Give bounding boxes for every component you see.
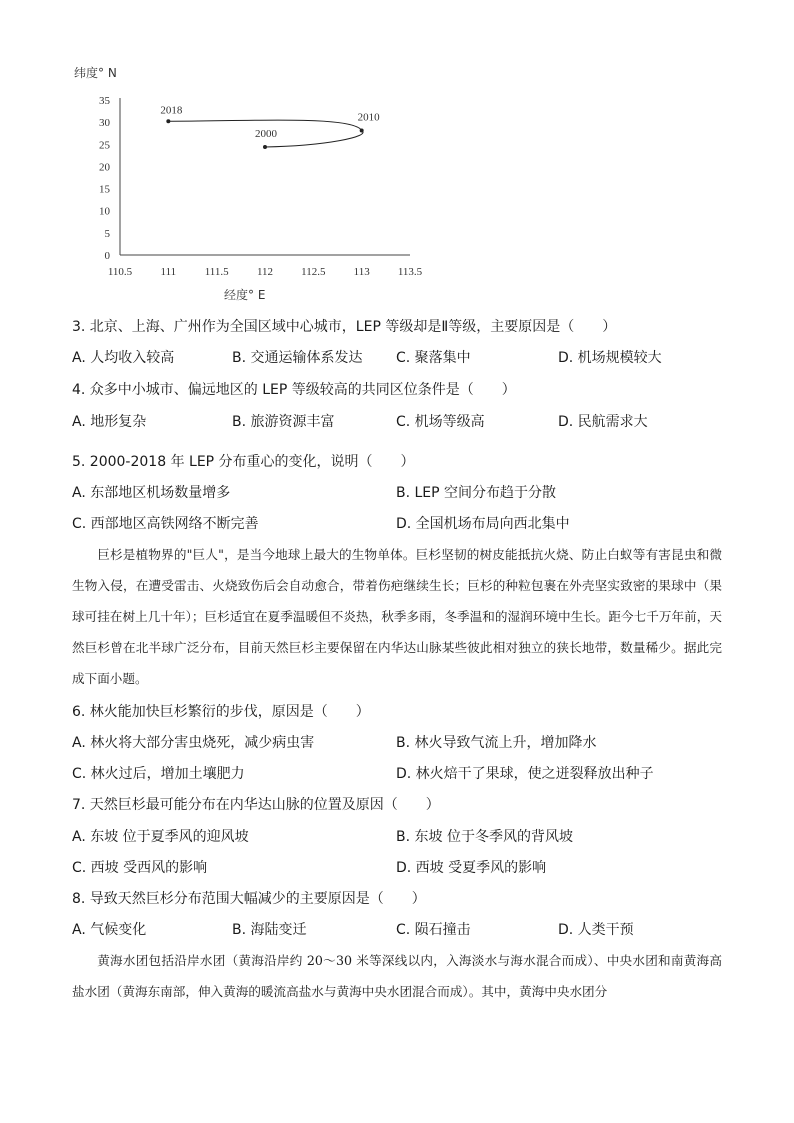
q8-option-d[interactable]: D. 人类干预 (558, 922, 634, 938)
y-tick-label: 20 (99, 161, 110, 174)
y-axis-label: 纬度° N (74, 66, 117, 80)
y-tick-label: 30 (99, 117, 110, 130)
question-3-stem: 3. 北京、上海、广州作为全国区域中心城市，LEP 等级却是Ⅱ等级，主要原因是（ ） (72, 319, 617, 335)
q4-option-d[interactable]: D. 民航需求大 (558, 414, 648, 430)
q6-option-d[interactable]: D. 林火焙干了果球，使之迸裂释放出种子 (396, 766, 654, 782)
q4-option-c[interactable]: C. 机场等级高 (396, 414, 485, 430)
q8-option-a[interactable]: A. 气候变化 (72, 922, 147, 938)
q7-option-d[interactable]: D. 西坡 受夏季风的影响 (396, 860, 547, 876)
q6-option-a[interactable]: A. 林火将大部分害虫烧死，减少病虫害 (72, 735, 315, 751)
q6-option-c[interactable]: C. 林火过后，增加土壤肥力 (72, 766, 245, 782)
y-tick-label: 10 (99, 205, 110, 218)
q3-option-a[interactable]: A. 人均收入较高 (72, 350, 175, 366)
x-tick-label: 110.5 (107, 266, 133, 278)
q5-option-a[interactable]: A. 东部地区机场数量增多 (72, 485, 231, 501)
q5-option-b[interactable]: B. LEP 空间分布趋于分散 (396, 485, 557, 501)
x-tick-label: 111 (160, 266, 177, 278)
question-4-stem: 4. 众多中小城市、偏远地区的 LEP 等级较高的共同区位条件是（ ） (72, 382, 516, 398)
x-axis-label: 经度° E (224, 288, 266, 302)
q6-option-b[interactable]: B. 林火导致气流上升，增加降水 (396, 735, 597, 751)
q8-option-c[interactable]: C. 陨石撞击 (396, 922, 471, 938)
point-2000 (263, 145, 267, 149)
y-tick-label: 35 (99, 95, 110, 107)
passage-sequoia-text: 巨杉是植物界的"巨人"，是当今地球上最大的生物单体。巨杉坚韧的树皮能抵抗火烧、防止白蚁等有害昆虫和微生物入侵，在遭受雷击、火烧致伤后会自动愈合，带着伤疤继续生长；巨杉的种粒包裹在外壳坚实致密的果球中（果球可挂在树上几十年）；巨杉适宜在夏季温暖但不炎热，秋季多雨，冬季温和的湿润环境中生长。距今七千万年前，天然巨杉曾在北半球广泛分布，目前天然巨杉主要保留在内华达山脉某些彼此相对独立的狭长地带，数量稀少。据此完成下面小题。 (72, 547, 722, 686)
y-tick-label: 5 (104, 227, 110, 240)
q7-option-c[interactable]: C. 西坡 受西风的影响 (72, 860, 208, 876)
y-tick-label: 25 (99, 139, 110, 152)
x-tick-label: 112 (256, 266, 274, 278)
q4-option-a[interactable]: A. 地形复杂 (72, 414, 147, 430)
point-label-2000: 2000 (255, 127, 277, 140)
point-2010 (360, 129, 364, 133)
q5-option-d[interactable]: D. 全国机场布局向西北集中 (396, 516, 570, 532)
chart-points (160, 104, 380, 149)
q7-option-b[interactable]: B. 东坡 位于冬季风的背风坡 (396, 829, 573, 845)
passage-yellow-sea-text: 黄海水团包括沿岸水团（黄海沿岸约 20～30 米等深线以内，入海淡水与海水混合而成）、中央水团和南黄海高盐水团（黄海东南部，伸入黄海的暖流高盐水与黄海中央水团混合而成）。其中，黄海中央水团分 (72, 953, 722, 999)
point-label-2018: 2018 (160, 104, 183, 117)
q3-option-d[interactable]: D. 机场规模较大 (558, 350, 662, 366)
question-7-stem: 7. 天然巨杉最可能分布在内华达山脉的位置及原因（ ） (72, 797, 440, 813)
point-label-2010: 2010 (357, 111, 380, 124)
question-6-stem: 6. 林火能加快巨杉繁衍的步伐，原因是（ ） (72, 704, 370, 720)
passage-yellow-sea (72, 945, 722, 1007)
x-tick-label: 112.5 (301, 266, 326, 278)
question-8-stem: 8. 导致天然巨杉分布范围大幅减少的主要原因是（ ） (72, 891, 426, 907)
x-tick-label: 113.5 (397, 266, 423, 278)
q8-option-b[interactable]: B. 海陆变迁 (232, 922, 307, 938)
question-5-stem: 5. 2000-2018 年 LEP 分布重心的变化，说明（ ） (72, 454, 415, 470)
x-tick-label: 111.5 (204, 266, 229, 278)
q3-option-b[interactable]: B. 交通运输体系发达 (232, 350, 363, 366)
centroid-chart (60, 55, 440, 310)
point-2018 (166, 119, 170, 123)
y-tick-label: 0 (104, 250, 110, 262)
q3-option-c[interactable]: C. 聚落集中 (396, 350, 471, 366)
q7-option-a[interactable]: A. 东坡 位于夏季风的迎风坡 (72, 829, 249, 845)
y-tick-label: 15 (99, 183, 110, 196)
passage-sequoia (72, 539, 722, 694)
x-tick-label: 113 (353, 266, 370, 278)
q5-option-c[interactable]: C. 西部地区高铁网络不断完善 (72, 516, 259, 532)
q4-option-b[interactable]: B. 旅游资源丰富 (232, 414, 335, 430)
